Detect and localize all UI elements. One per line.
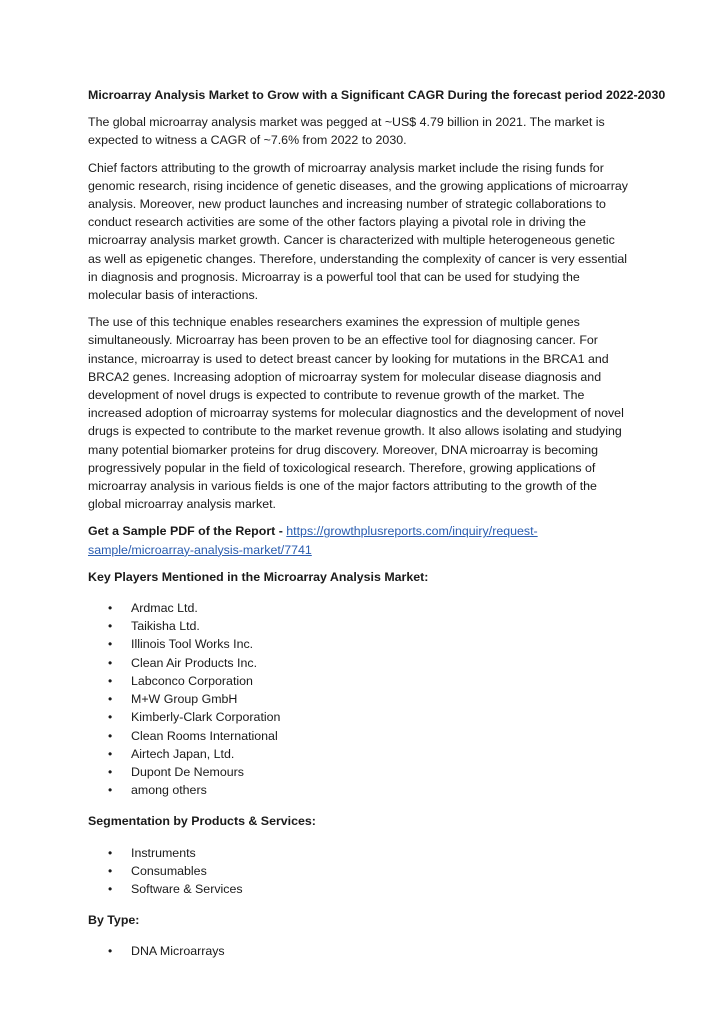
list-item-label: Consumables bbox=[131, 863, 207, 878]
bullet-icon: • bbox=[108, 783, 113, 798]
list-item-label: M+W Group GmbH bbox=[131, 692, 238, 707]
bullet-icon: • bbox=[108, 746, 113, 761]
bullet-icon: • bbox=[108, 673, 113, 688]
bullet-icon: • bbox=[108, 637, 113, 652]
bullet-icon: • bbox=[108, 863, 113, 878]
list-item-label: DNA Microarrays bbox=[131, 944, 225, 959]
paragraph-growth-factors: Chief factors attributing to the growth of microarray analysis market include the rising funds for genomic research, rising incidence of genetic diseases, and the growing applications of microarray analysis. Moreover, new product launches and increasing number of strategic collaborations to conduct research activities are some of the other factors playing a pivotal role in driving the microarray analysis market growth. Cancer is characterized with multiple heterogeneous genetic as well as epigenetic changes. Therefore, understanding the complexity of cancer is very essential in diagnosis and prognosis. Microarray is a powerful tool that can be used for studying the molecular basis of interactions. bbox=[88, 160, 628, 303]
list-item bbox=[88, 745, 630, 763]
list-item-label: Illinois Tool Works Inc. bbox=[131, 637, 254, 652]
key-players-list bbox=[88, 599, 630, 799]
paragraph-market-size: The global microarray analysis market was pegged at ~US$ 4.79 billion in 2021. The market is expected to witness a CAGR of ~7.6% from 2022 to 2030. bbox=[88, 115, 605, 148]
list-item bbox=[88, 654, 630, 672]
list-item bbox=[88, 727, 630, 745]
bullet-icon: • bbox=[108, 655, 113, 670]
products-services-list bbox=[88, 844, 630, 899]
bullet-icon: • bbox=[108, 601, 113, 616]
by-type-heading: By Type: bbox=[88, 913, 140, 928]
paragraph-technique-use: The use of this technique enables researchers examines the expression of multiple genes simultaneously. Microarray has been proven to be an effective tool for diagnosing cancer. For instance, microarray is used to detect breast cancer by looking for mutations in the BRCA1 and BRCA2 genes. Increasing adoption of microarray system for molecular disease diagnosis and development of novel drugs is expected to contribute to revenue growth of the market. The increased adoption of microarray systems for molecular diagnostics and the development of novel drugs is expected to contribute to the market revenue growth. It also allows isolating and studying many potential biomarker proteins for drug discovery. Moreover, DNA microarray is becoming progressively popular in the field of toxicological research. Therefore, growing applications of microarray analysis in various fields is one of the major factors attributing to the growth of the global microarray analysis market. bbox=[88, 315, 624, 512]
key-players-heading: Key Players Mentioned in the Microarray Analysis Market: bbox=[88, 569, 429, 584]
list-item-label: Taikisha Ltd. bbox=[131, 619, 200, 634]
list-item bbox=[88, 690, 630, 708]
list-item bbox=[88, 617, 630, 635]
sample-report-link[interactable]: https://growthplusreports.com/inquiry/request-sample/microarray-analysis-market/7741 bbox=[88, 524, 538, 557]
list-item-label: Ardmac Ltd. bbox=[131, 601, 198, 616]
bullet-icon: • bbox=[108, 944, 113, 959]
list-item bbox=[88, 708, 630, 726]
sample-report-line bbox=[88, 522, 630, 558]
bullet-icon: • bbox=[108, 692, 113, 707]
list-item bbox=[88, 672, 630, 690]
list-item-label: Kimberly-Clark Corporation bbox=[131, 710, 281, 725]
list-item bbox=[88, 781, 630, 799]
list-item bbox=[88, 635, 630, 653]
sample-report-label: Get a Sample PDF of the Report - bbox=[88, 524, 287, 539]
bullet-icon: • bbox=[108, 764, 113, 779]
list-item bbox=[88, 862, 630, 880]
list-item bbox=[88, 599, 630, 617]
bullet-icon: • bbox=[108, 728, 113, 743]
document-title: Microarray Analysis Market to Grow with a Significant CAGR During the forecast period 2022-2030 bbox=[88, 88, 666, 102]
list-item-label: Software & Services bbox=[131, 881, 243, 896]
bullet-icon: • bbox=[108, 881, 113, 896]
list-item-label: Airtech Japan, Ltd. bbox=[131, 746, 235, 761]
list-item-label: Dupont De Nemours bbox=[131, 764, 244, 779]
list-item-label: among others bbox=[131, 783, 207, 798]
bullet-icon: • bbox=[108, 619, 113, 634]
list-item bbox=[88, 844, 630, 862]
list-item-label: Labconco Corporation bbox=[131, 673, 253, 688]
list-item bbox=[88, 880, 630, 898]
list-item bbox=[88, 763, 630, 781]
list-item-label: Clean Air Products Inc. bbox=[131, 655, 258, 670]
bullet-icon: • bbox=[108, 710, 113, 725]
products-services-heading: Segmentation by Products & Services: bbox=[88, 814, 316, 829]
list-item-label: Instruments bbox=[131, 845, 196, 860]
bullet-icon: • bbox=[108, 845, 113, 860]
list-item bbox=[88, 942, 630, 960]
by-type-list bbox=[88, 942, 630, 960]
list-item-label: Clean Rooms International bbox=[131, 728, 278, 743]
